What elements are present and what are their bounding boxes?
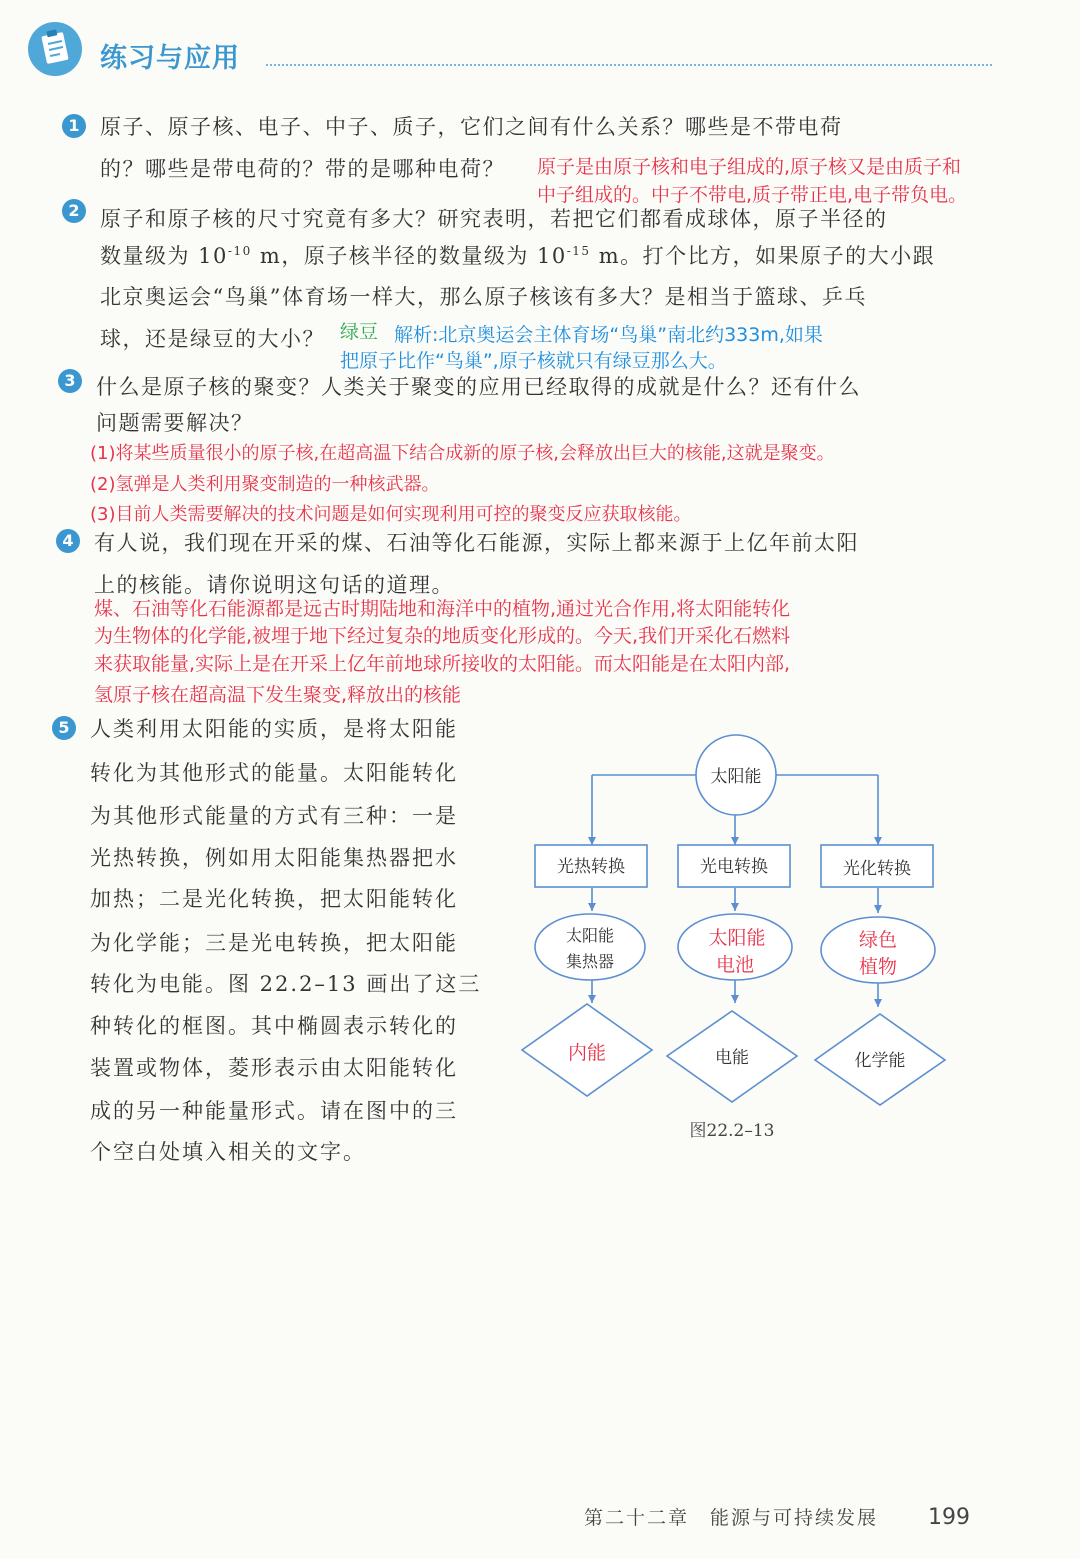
answer-2-short: 绿豆 <box>340 321 379 343</box>
solar-collector-label-1: 太阳能 <box>565 926 615 945</box>
chapter-footer: 第二十二章 能源与可持续发展 <box>584 1507 879 1529</box>
question-5-line-9: 装置或物体，菱形表示由太阳能转化 <box>90 1056 458 1080</box>
question-number-4: 4 <box>56 529 80 553</box>
answer-2-explain-line-2: 把原子比作“鸟巢”,原子核就只有绿豆那么大。 <box>340 350 727 372</box>
page-number: 199 <box>928 1505 970 1530</box>
answer-3-line-1: (1)将某些质量很小的原子核,在超高温下结合成新的原子核,会释放出巨大的核能,这就是聚变。 <box>90 443 835 464</box>
photoelectric-label: 光电转换 <box>700 857 768 877</box>
question-5-line-10: 成的另一种能量形式。请在图中的三 <box>90 1099 458 1123</box>
answer-4-line-4: 氢原子核在超高温下发生聚变,释放出的核能 <box>94 684 462 706</box>
answer-4-line-1: 煤、石油等化石能源都是远古时期陆地和海洋中的植物,通过光合作用,将太阳能转化 <box>94 598 791 620</box>
answer-1-line-2: 中子组成的。中子不带电,质子带正电,电子带负电。 <box>537 184 968 206</box>
solar-cell-label-1: 太阳能 <box>708 927 766 949</box>
question-5-line-1: 人类利用太阳能的实质，是将太阳能 <box>90 717 458 741</box>
header-divider <box>266 64 992 66</box>
question-2-line-1: 原子和原子核的尺寸究竟有多大？研究表明，若把它们都看成球体，原子半径的 <box>100 207 888 231</box>
figure-caption: 图22.2–13 <box>689 1121 775 1141</box>
question-5-line-5: 加热；二是光化转换，把太阳能转化 <box>90 887 458 911</box>
photochemical-label: 光化转换 <box>843 859 911 879</box>
question-5-line-4: 光热转换，例如用太阳能集热器把水 <box>90 846 458 870</box>
answer-2-explain-line-1: 解析:北京奥运会主体育场“鸟巢”南北约333m,如果 <box>394 324 823 346</box>
question-5-line-11: 个空白处填入相关的文字。 <box>90 1140 366 1164</box>
answer-4-line-2: 为生物体的化学能,被埋于地下经过复杂的地质变化形成的。今天,我们开采化石燃料 <box>94 625 791 647</box>
section-title: 练习与应用 <box>100 43 240 74</box>
question-number-3: 3 <box>58 369 82 393</box>
photothermal-label: 光热转换 <box>557 857 625 877</box>
green-plant-label-2: 植物 <box>858 956 898 978</box>
question-4-line-2: 上的核能。请你说明这句话的道理。 <box>94 573 454 597</box>
question-5-line-8: 种转化的框图。其中椭圆表示转化的 <box>90 1014 458 1038</box>
electric-energy-label: 电能 <box>715 1048 749 1068</box>
solar-cell-label-2: 电池 <box>715 954 755 976</box>
sun-energy-label: 太阳能 <box>710 767 762 787</box>
question-5-line-3: 为其他形式能量的方式有三种：一是 <box>90 804 458 828</box>
answer-4-line-3: 来获取能量,实际上是在开采上亿年前地球所接收的太阳能。而太阳能是在太阳内部, <box>94 653 791 675</box>
question-1-line-2: 的？哪些是带电荷的？带的是哪种电荷？ <box>100 157 505 181</box>
question-number-2: 2 <box>62 199 86 223</box>
question-2-line-3: 北京奥运会“鸟巢”体育场一样大，那么原子核该有多大？是相当于篮球、乒乓 <box>100 285 867 309</box>
question-3-line-2: 问题需要解决？ <box>96 411 254 435</box>
question-number-1: 1 <box>62 114 86 138</box>
answer-1-line-1: 原子是由原子核和电子组成的,原子核又是由质子和 <box>537 156 962 178</box>
answer-3-line-2: (2)氢弹是人类利用聚变制造的一种核武器。 <box>90 474 440 495</box>
clipboard-icon <box>28 22 82 76</box>
green-plant-label-1: 绿色 <box>858 929 898 951</box>
internal-energy-label: 内能 <box>567 1042 607 1064</box>
question-number-5: 5 <box>52 716 76 740</box>
question-5-line-6: 为化学能；三是光电转换，把太阳能 <box>90 931 458 955</box>
question-1-line-1: 原子、原子核、电子、中子、质子，它们之间有什么关系？哪些是不带电荷 <box>100 115 843 139</box>
solar-collector-label-2: 集热器 <box>565 952 615 971</box>
chemical-energy-label: 化学能 <box>854 1051 906 1071</box>
question-4-line-1: 有人说，我们现在开采的煤、石油等化石能源，实际上都来源于上亿年前太阳 <box>94 531 859 555</box>
question-5-line-7: 转化为电能。图 22.2–13 画出了这三 <box>90 972 482 996</box>
question-2-line-4: 球，还是绿豆的大小？ <box>100 327 325 351</box>
question-5-line-2: 转化为其他形式的能量。太阳能转化 <box>90 761 458 785</box>
question-2-line-2: 数量级为 $10^{-10}$ m，原子核半径的数量级为 $10^{-15}$ m。打个比方，如果原子的大小跟 <box>100 244 936 268</box>
answer-3-line-3: (3)目前人类需要解决的技术问题是如何实现利用可控的聚变反应获取核能。 <box>90 504 692 525</box>
energy-conversion-diagram <box>510 728 960 1148</box>
question-3-line-1: 什么是原子核的聚变？人类关于聚变的应用已经取得的成就是什么？还有什么 <box>96 375 861 399</box>
